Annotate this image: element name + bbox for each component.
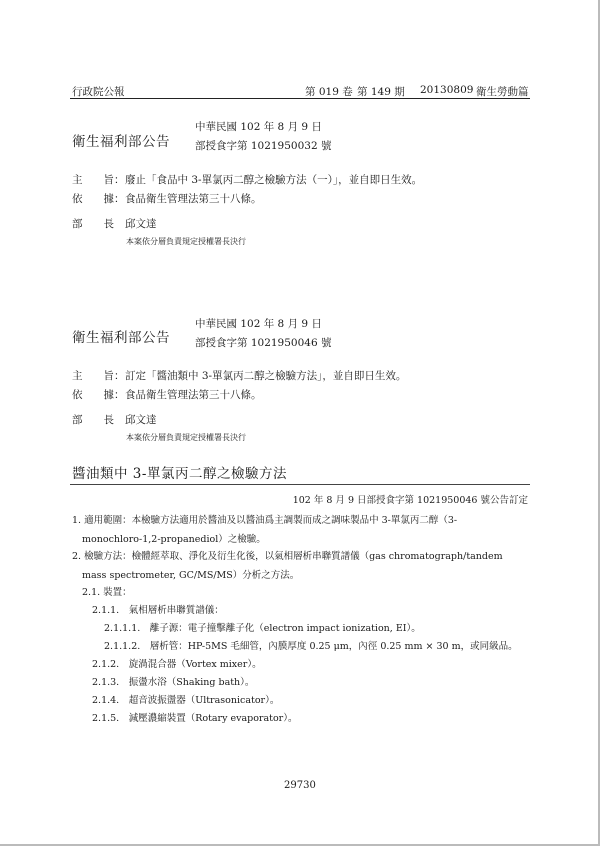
section-2-1-3: 2.1.3. 振盪水浴（Shaking bath）。 [92,677,255,688]
notice2-basis-label: 依 據： [72,389,125,401]
notice1-basis: 食品衛生管理法第三十八條。 [125,193,262,205]
notice1-issuer: 衛生福利部公告 [72,134,170,150]
section-2-1-5: 2.1.5. 減壓濃縮裝置（Rotary evaporator）。 [92,713,298,724]
notice2-minister-label: 部 長 [72,414,114,426]
header-rule [70,98,530,99]
section-2-1-1-2: 2.1.1.2. 層析管：HP-5MS 毛細管，內膜厚度 0.25 μm，內徑 0.25 mm × 30 m，或同級品。 [104,641,518,652]
notice1-number: 部授食字第 1021950032 號 [195,140,332,152]
item1-line2: monochloro-1,2-propanediol）之檢驗。 [82,534,266,545]
section-2-1-1-1: 2.1.1.1. 離子源：電子撞擊離子化（electron impact ionization, EI）。 [104,623,421,634]
notice2-subject: 訂定「醬油類中 3-單氯丙二醇之檢驗方法」，並自即日生效。 [125,370,407,382]
method-title-rule [70,484,530,485]
notice1-delegation: 本案依分層負責規定授權署長決行 [126,237,246,246]
notice1-subject-label: 主 旨： [72,174,125,186]
section-2-1-4: 2.1.4. 超音波振盪器（Ultrasonicator）。 [92,695,280,706]
notice2-date: 中華民國 102 年 8 月 9 日 [195,318,322,330]
volume-number: 第 019 卷 [305,86,353,98]
publication-date: 20130809 [420,84,474,96]
item1-line1: 1. 適用範圍：本檢驗方法適用於醬油及以醬油爲主調製而成之調味製品中 3-單氯丙二醇（3- [72,515,458,526]
method-reference: 102 年 8 月 9 日部授食字第 1021950046 號公告訂定 [292,495,528,506]
notice1-date: 中華民國 102 年 8 月 9 日 [195,121,322,133]
method-title: 醬油類中 3-單氯丙二醇之檢驗方法 [72,466,287,482]
section-name: 衛生勞動篇 [476,86,529,98]
section-2-1: 2.1. 裝置： [82,587,132,598]
notice1-minister: 邱文達 [125,218,157,230]
section-2-1-2: 2.1.2. 旋渦混合器（Vortex mixer）。 [92,659,262,670]
page-number: 29730 [284,780,316,791]
notice2-subject-label: 主 旨： [72,370,125,382]
notice2-delegation: 本案依分層負責規定授權署長決行 [126,433,246,442]
notice1-subject: 廢止「食品中 3-單氯丙二醇之檢驗方法（一）」，並自即日生效。 [125,174,423,186]
notice1-basis-label: 依 據： [72,193,125,205]
notice2-minister: 邱文達 [125,414,157,426]
issue-number: 第 149 期 [357,86,405,98]
notice2-issuer: 衛生福利部公告 [72,330,170,346]
notice2-basis: 食品衛生管理法第三十八條。 [125,389,262,401]
item2-line2: mass spectrometer, GC/MS/MS）分析之方法。 [82,570,300,581]
section-2-1-1: 2.1.1. 氣相層析串聯質譜儀： [92,605,224,616]
notice1-minister-label: 部 長 [72,218,114,230]
item2-line1: 2. 檢驗方法：檢體經萃取、淨化及衍生化後，以氣相層析串聯質譜儀（gas chromatograph/tandem [72,551,503,562]
publication-name: 行政院公報 [72,86,125,98]
notice2-number: 部授食字第 1021950046 號 [195,337,332,349]
